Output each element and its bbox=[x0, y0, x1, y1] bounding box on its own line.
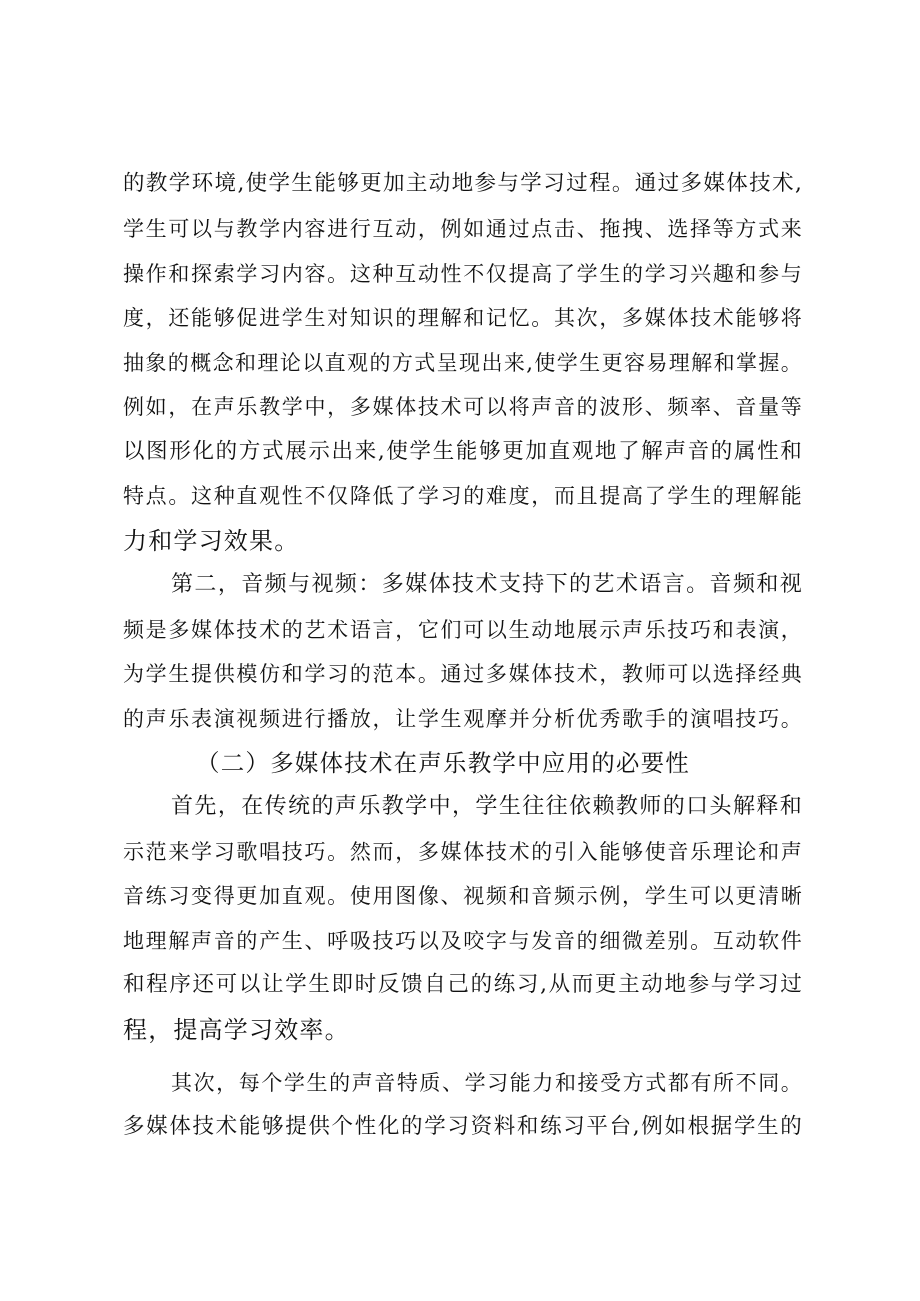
paragraph-2-line-2: 频是多媒体技术的艺术语言，它们可以生动地展示声乐技巧和表演， bbox=[123, 618, 803, 642]
paragraph-2-line-3: 为学生提供模仿和学习的范本。通过多媒体技术，教师可以选择经典 bbox=[123, 662, 803, 686]
paragraph-1-line-1: 的教学环境,使学生能够更加主动地参与学习过程。通过多媒体技术, bbox=[123, 171, 803, 196]
paragraph-1-line-8: 特点。这种直观性不仅降低了学习的难度，而且提高了学生的理解能 bbox=[123, 484, 803, 508]
paragraph-1-line-3: 操作和探索学习内容。这种互动性不仅提高了学生的学习兴趣和参与 bbox=[123, 262, 803, 286]
paragraph-1-line-2: 学生可以与教学内容进行互动，例如通过点击、拖拽、选择等方式来 bbox=[123, 217, 803, 241]
paragraph-1-line-9: 力和学习效果。 bbox=[123, 527, 300, 555]
paragraph-1-line-7: 以图形化的方式展示出来,使学生能够更加直观地了解声音的属性和 bbox=[123, 439, 803, 464]
paragraph-2-line-1: 第二，音频与视频：多媒体技术支持下的艺术语言。音频和视 bbox=[171, 572, 803, 597]
paragraph-4-line-1: 其次，每个学生的声音特质、学习能力和接受方式都有所不同。 bbox=[171, 1071, 803, 1095]
paragraph-1-line-6: 例如，在声乐教学中，多媒体技术可以将声音的波形、频率、音量等 bbox=[123, 395, 803, 419]
paragraph-3-line-4: 地理解声音的产生、呼吸技巧以及咬字与发音的细微差别。互动软件 bbox=[123, 929, 803, 953]
paragraph-2-line-4: 的声乐表演视频进行播放，让学生观摩并分析优秀歌手的演唱技巧。 bbox=[123, 707, 803, 731]
section-heading: （二）多媒体技术在声乐教学中应用的必要性 bbox=[196, 749, 690, 777]
paragraph-4-line-2: 多媒体技术能够提供个性化的学习资料和练习平台,例如根据学生的 bbox=[123, 1114, 803, 1139]
paragraph-1-line-5: 抽象的概念和理论以直观的方式呈现出来,使学生更容易理解和掌握。 bbox=[123, 351, 803, 375]
paragraph-3-line-6: 程，提高学习效率。 bbox=[123, 1016, 350, 1044]
paragraph-3-line-2: 示范来学习歌唱技巧。然而，多媒体技术的引入能够使音乐理论和声 bbox=[123, 840, 803, 864]
paragraph-1-line-4: 度，还能够促进学生对知识的理解和记忆。其次，多媒体技术能够将 bbox=[123, 306, 803, 330]
paragraph-3-line-1: 首先，在传统的声乐教学中，学生往往依赖教师的口头解释和 bbox=[171, 794, 803, 819]
paragraph-3-line-5: 和程序还可以让学生即时反馈自己的练习,从而更主动地参与学习过 bbox=[123, 972, 803, 997]
paragraph-3-line-3: 音练习变得更加直观。使用图像、视频和音频示例，学生可以更清晰 bbox=[123, 884, 803, 908]
